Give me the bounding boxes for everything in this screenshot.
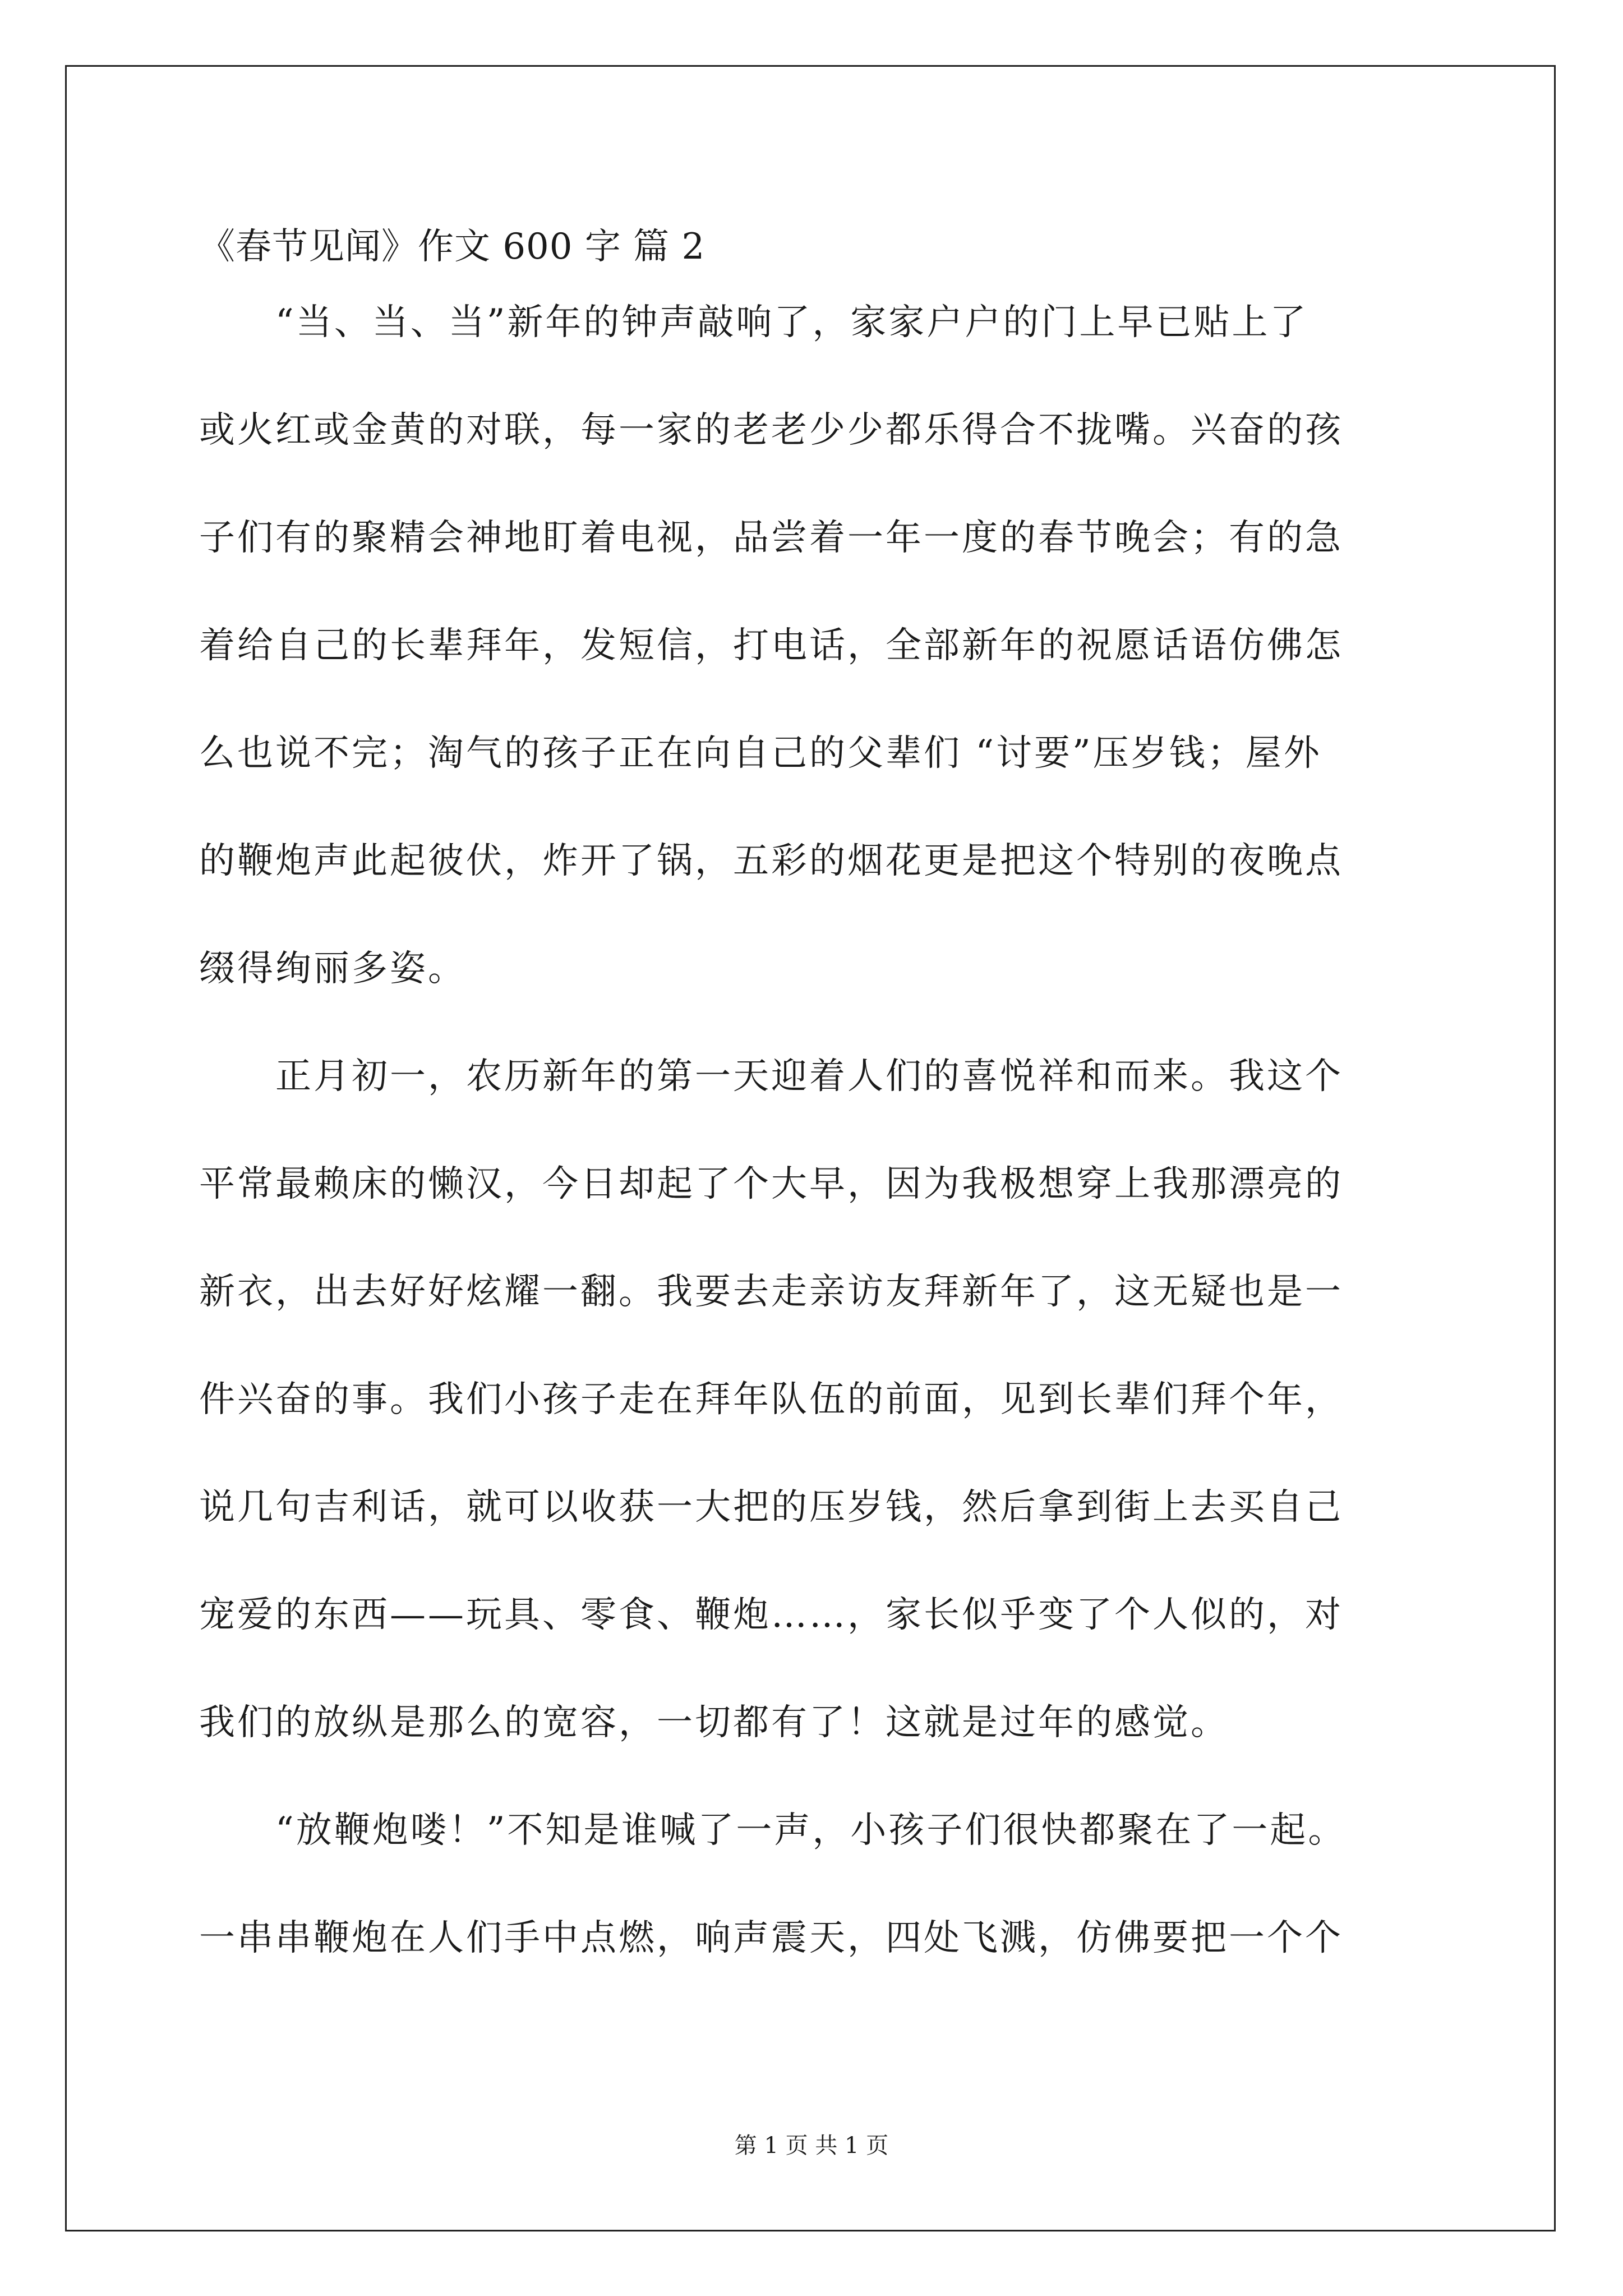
- text-line: 件兴奋的事。我们小孩子走在拜年队伍的前面，见到长辈们拜个年，: [199, 1379, 1343, 1420]
- text-line: 说几句吉利话，就可以收获一大把的压岁钱，然后拿到街上去买自己: [199, 1487, 1343, 1528]
- document-body: [199, 297, 1433, 2021]
- text-line: 正月初一，农历新年的第一天迎着人们的喜悦祥和而来。我这个: [199, 1056, 1343, 1097]
- text-line: 么也说不完；淘气的孩子正在向自己的父辈们 “讨要”压岁钱；屋外: [199, 733, 1322, 774]
- text-line: 子们有的聚精会神地盯着电视，品尝着一年一度的春节晚会；有的急: [199, 517, 1343, 559]
- text-line: 的鞭炮声此起彼伏，炸开了锅，五彩的烟花更是把这个特别的夜晚点: [199, 840, 1343, 882]
- text-line: 宠爱的东西——玩具、零食、鞭炮……，家长似乎变了个人似的，对: [199, 1594, 1343, 1636]
- page-footer: 第 1 页 共 1 页: [734, 2133, 889, 2159]
- text-line: “放鞭炮喽！”不知是谁喊了一声，小孩子们很快都聚在了一起。: [199, 1810, 1347, 1851]
- text-line: 缀得绚丽多姿。: [199, 948, 466, 990]
- text-line: 着给自己的长辈拜年，发短信，打电话，全部新年的祝愿话语仿佛怎: [199, 625, 1343, 666]
- text-line: 新衣，出去好好炫耀一翻。我要去走亲访友拜新年了，这无疑也是一: [199, 1271, 1343, 1313]
- text-line: 一串串鞭炮在人们手中点燃，响声震天，四处飞溅，仿佛要把一个个: [199, 1917, 1343, 1959]
- text-line: 平常最赖床的懒汉，今日却起了个大早，因为我极想穿上我那漂亮的: [199, 1163, 1343, 1205]
- text-line: 或火红或金黄的对联，每一家的老老少少都乐得合不拢嘴。兴奋的孩: [199, 409, 1343, 451]
- document-title: 《春节见闻》作文 600 字 篇 2: [199, 226, 706, 268]
- text-line: “当、当、当”新年的钟声敲响了，家家户户的门上早已贴上了: [199, 302, 1308, 343]
- text-line: 我们的放纵是那么的宽容，一切都有了！这就是过年的感觉。: [199, 1702, 1229, 1743]
